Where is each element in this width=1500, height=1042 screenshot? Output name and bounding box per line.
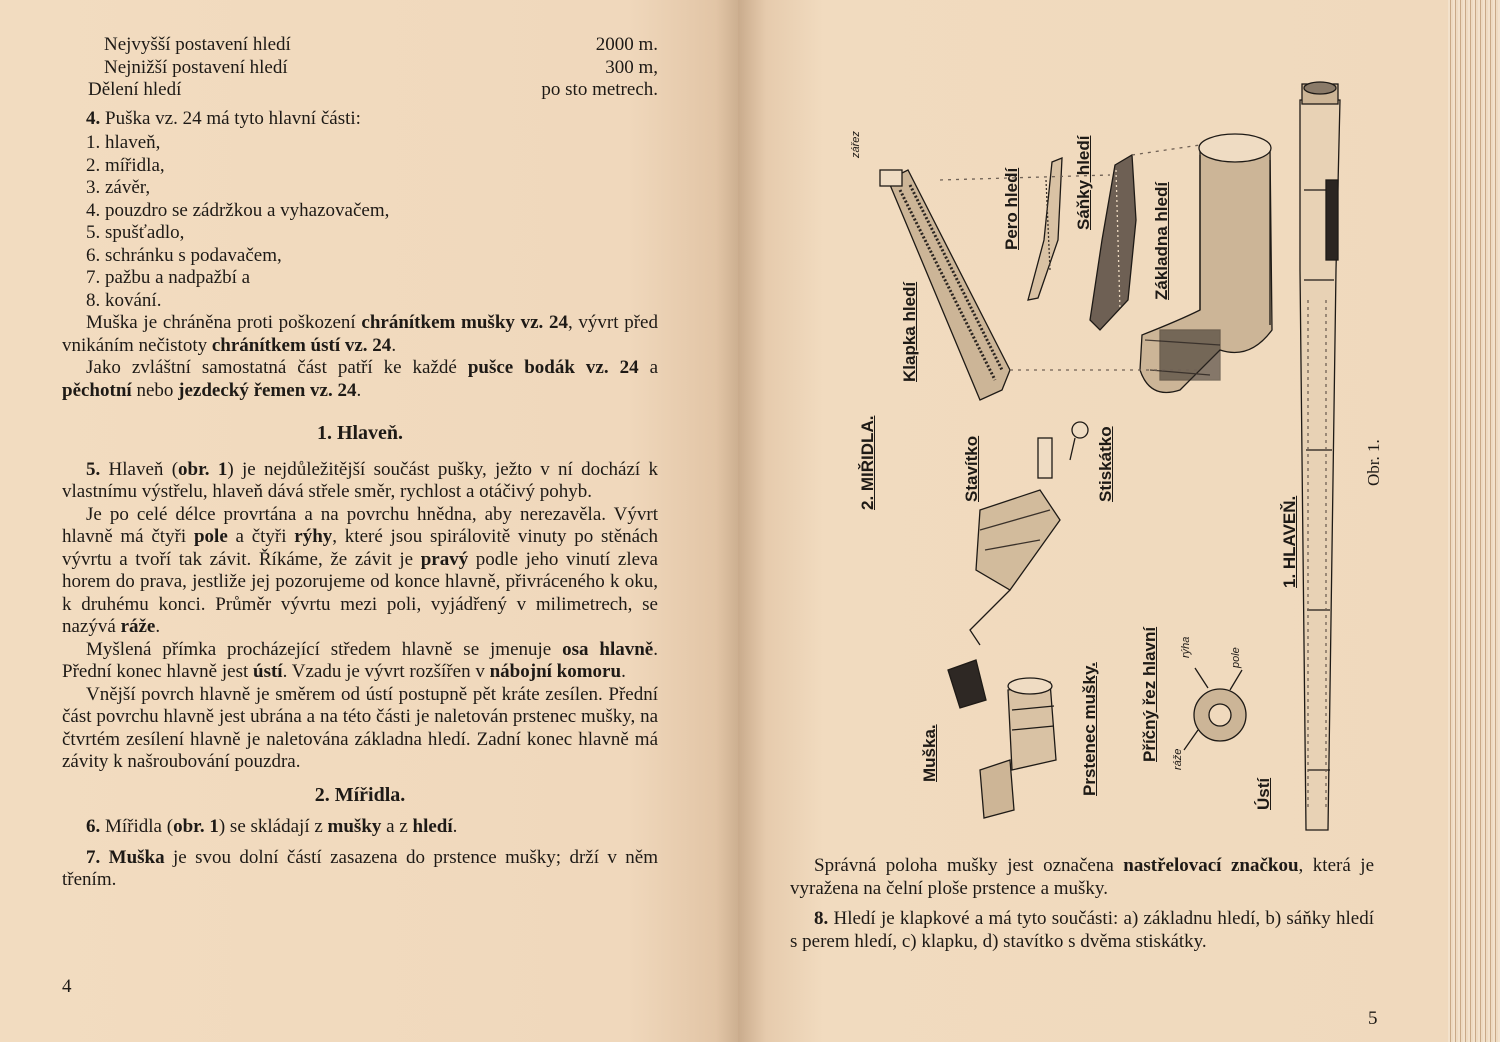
- text-run-bold: pušce bodák vz. 24: [467, 357, 639, 378]
- paragraph-7: [62, 847, 658, 892]
- text-run-bold: pravý: [420, 548, 469, 570]
- sight-spring-drawing: [1028, 158, 1062, 300]
- list-item: 1. hlaveň,: [86, 132, 161, 153]
- label-sight-leaf: Klapka hledí: [900, 281, 919, 382]
- sight-slide-drawing: [1090, 155, 1136, 330]
- label-sight-slider: Stavítko: [962, 435, 981, 502]
- paragraph-6: [62, 816, 658, 839]
- text-run-bold: ráže: [120, 616, 156, 637]
- text-run: podle jeho vinutí zleva horem do prava, jestliže jej pozorujeme od konce hlavně, přivráceného k oku, k druhému konci. Průměr vývrtu mezi poli, vyjádřený v milimetrech, se nazývá: [62, 548, 658, 637]
- text-run: ) je nejdůležitější součást pušky, ježto v ní dochází k vlastnímu výstřelu, hlaveň dává střele směr, rychlost a otáčivý pohyb.: [62, 458, 658, 502]
- front-sight-blade-drawing: [948, 660, 986, 708]
- text-run: a čtyři: [227, 526, 295, 547]
- text-run: Hledí je klapkové a má tyto součásti: a) základnu hledí, b) sáňky hledí s perem hledí, c) klapku, d) stavítko s dvěma stiskátky.: [790, 908, 1374, 952]
- text-run: , které jsou spirálovitě vinuty po stěnách vývrtu a tvoří tak závit. Říkáme, že závit je: [62, 526, 658, 570]
- paragraph-protection: [62, 312, 658, 357]
- label-sight-catch: Stiskátko: [1096, 426, 1115, 502]
- text-run: .: [452, 816, 458, 837]
- text-run: Muška je chráněna proti poškození: [86, 312, 362, 333]
- paragraph-number: 4.: [86, 107, 101, 129]
- text-run: .: [391, 334, 397, 356]
- list-item: 3. závěr,: [86, 177, 151, 198]
- paragraph-8: [790, 908, 1374, 953]
- right-page-text: [790, 855, 1374, 953]
- label-muzzle: Ústí: [1254, 777, 1273, 810]
- list-item: 2. mířidla,: [86, 154, 165, 176]
- text-run: a z: [381, 816, 413, 837]
- text-run: , která je vyražena na čelní ploše prstence a mušky.: [790, 855, 1375, 899]
- text-run-bold: chránítkem mušky vz. 24: [361, 312, 568, 333]
- text-run: . Vzadu je vývrt rozšířen v: [282, 661, 490, 682]
- barrel-drawing: [1300, 82, 1340, 830]
- label-front-sight-ring: Prstenec mušky.: [1080, 662, 1099, 796]
- spec-table: [62, 34, 658, 102]
- cross-section-drawing: [1184, 668, 1246, 750]
- list-item: 6. schránku s podavačem,: [86, 244, 282, 266]
- label-land: pole: [1230, 647, 1242, 668]
- text-run-bold: jezdecký řemen vz. 24: [178, 379, 357, 401]
- spec-row: [62, 34, 658, 57]
- section-heading-barrel: 1. Hlaveň.: [316, 422, 404, 444]
- list-item: 5. spušťadlo,: [86, 222, 185, 243]
- spec-label: Nejnižší postavení hledí: [104, 56, 288, 78]
- label-cross-section: Příčný řez hlavní: [1140, 626, 1159, 762]
- figure-rifle-parts: [780, 70, 1440, 850]
- text-run: Hlaveň (: [100, 458, 179, 480]
- text-run-bold: chránítkem ústí vz. 24: [211, 334, 392, 356]
- left-page-text: [62, 34, 658, 892]
- text-run-bold: nábojní komoru: [489, 661, 622, 682]
- left-page: [0, 0, 738, 1042]
- text-run: Mířidla (: [100, 816, 174, 837]
- spec-row: [62, 57, 658, 80]
- page-number-left: 4: [62, 976, 72, 997]
- parts-list: [86, 132, 658, 312]
- text-run-bold: nastřelovací značkou: [1123, 855, 1299, 876]
- label-groove: rýha: [1180, 636, 1192, 658]
- text-run: .: [155, 616, 161, 637]
- text-run-bold: mušky: [327, 816, 382, 837]
- paragraph-5d: Vnější povrch hlavně je směrem od ústí postupně pět kráte zesílen. Přední část povrchu hlavně jest ubrána a na této části je naletován prstenec mušky, na čtvrtém zesílení hlavně je naletována základna hledí. Zadní konec hlavně má závity k našroubování pouzdra.: [62, 683, 658, 772]
- spec-label: Nejvyšší postavení hledí: [104, 34, 291, 55]
- section-heading-sights: 2. Mířidla.: [314, 783, 406, 806]
- text-run: Je po celé délce provrtána a na povrchu hnědna, aby nerezavěla. Vývrt hlavně má čtyři: [62, 503, 658, 547]
- text-run: nebo: [131, 379, 179, 401]
- text-run-bold: rýhy: [294, 526, 333, 547]
- text-run: Myšlená přímka procházející středem hlavně se jmenuje: [86, 638, 563, 660]
- text-run: a: [638, 357, 659, 378]
- spec-value: 300 m,: [605, 56, 658, 78]
- paragraph-number: 5.: [86, 458, 101, 480]
- paragraph-4: [62, 108, 658, 131]
- list-item: 7. pažbu a nadpažbí a: [86, 267, 251, 288]
- page-edges: [1448, 0, 1500, 1042]
- list-item: 8. kování.: [86, 289, 162, 311]
- paragraph-5b: [62, 504, 658, 639]
- text-run: .: [621, 661, 626, 682]
- text-run-bold: hledí: [412, 816, 453, 837]
- spec-value: 2000 m.: [595, 34, 658, 55]
- label-notch: zářez: [850, 131, 862, 158]
- label-figure-number: Obr. 1.: [1364, 439, 1383, 486]
- paragraph-zero-mark: [790, 855, 1374, 900]
- text-run: je svou dolní částí zasazena do prstence mušky; drží v něm třením.: [62, 846, 658, 890]
- text-run: , vývrt před vnikáním nečistoty: [62, 312, 658, 356]
- spec-value: po sto metrech.: [541, 79, 658, 100]
- label-front-sight: Muška.: [920, 724, 939, 782]
- text-run: Správná poloha mušky jest označena: [814, 855, 1124, 876]
- paragraph-accessories: [62, 357, 658, 402]
- paragraph-number: 6.: [86, 816, 101, 837]
- text-run-bold: obr. 1: [178, 458, 228, 480]
- text-run-bold: obr. 1: [173, 816, 219, 837]
- page-number-right: 5: [1368, 1008, 1378, 1029]
- label-barrel-section: 1. HLAVEŇ.: [1280, 495, 1299, 588]
- paragraph-5c: [62, 639, 658, 684]
- list-item: 4. pouzdro se zádržkou a vyhazovačem,: [86, 199, 390, 221]
- text-run: ) se skládají z: [218, 816, 328, 837]
- label-sight-spring: Pero hledí: [1002, 167, 1021, 250]
- label-sight-base: Základna hledí: [1152, 181, 1171, 300]
- text-run-bold: pole: [193, 526, 228, 547]
- spec-label: Dělení hledí: [88, 79, 182, 100]
- label-caliber: ráže: [1172, 748, 1184, 770]
- paragraph-5: [62, 459, 658, 504]
- paragraph-number: 8.: [814, 908, 829, 929]
- label-sights-section: 2. MIŘIDLA.: [858, 415, 877, 510]
- front-sight-ring-drawing: [980, 678, 1056, 818]
- text-run-bold: osa hlavně: [562, 638, 654, 660]
- paragraph-number: 7.: [86, 846, 101, 868]
- text-run: .: [356, 379, 362, 401]
- sight-slider-drawing: [970, 422, 1088, 645]
- text-run-bold: pěchotní: [62, 379, 132, 401]
- text-run: Jako zvláštní samostatná část patří ke každé: [86, 357, 468, 378]
- spec-row: [62, 79, 658, 102]
- paragraph-text: Puška vz. 24 má tyto hlavní části:: [100, 107, 361, 129]
- label-sight-slide: Sáňky hledí: [1074, 135, 1093, 230]
- text-run-bold: ústí: [253, 661, 283, 682]
- text-run: . Přední konec hlavně jest: [62, 638, 658, 682]
- text-run-bold: Muška: [100, 846, 165, 868]
